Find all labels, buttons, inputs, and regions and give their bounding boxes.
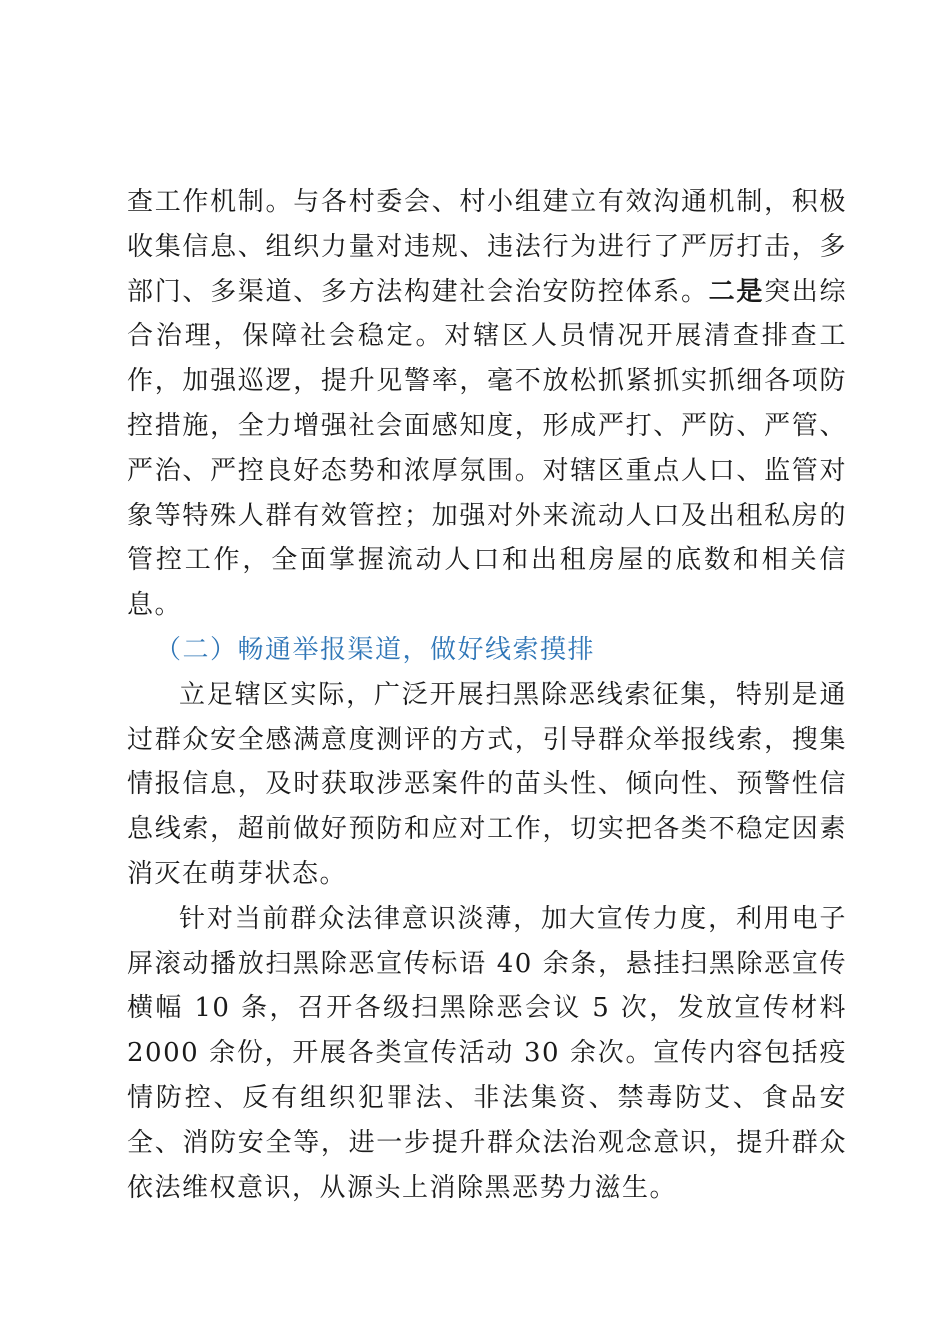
document-body <box>127 180 847 1210</box>
paragraph-governance <box>127 180 847 628</box>
section-heading: （二）畅通举报渠道，做好线索摸排 <box>155 634 596 665</box>
bold-marker-second: 二是 <box>708 276 765 307</box>
paragraph-publicity: 针对当前群众法律意识淡薄，加大宣传力度，利用电子屏滚动播放扫黑除恶宣传标语 40 余条，悬挂扫黑除恶宣传横幅 10 条，召开各级扫黑除恶会议 5 次，发放宣传材料 2000 余份，开展各类宣传活动 30 余次。宣传内容包括疫情防控、反有组织犯罪法、非法集资、禁毒防艾、食品安全、消防安全等，进一步提升群众法治观念意识，提升群众依法维权意识，从源头上消除黑恶势力滋生。 <box>127 903 847 1203</box>
paragraph-governance-part2: 突出综合治理，保障社会稳定。对辖区人员情况开展清查排查工作，加强巡逻，提升见警率，毫不放松抓紧抓实抓细各项防控措施，全力增强社会面感知度，形成严打、严防、严管、严治、严控良好态势和浓厚氛围。对辖区重点人口、监管对象等特殊人群有效管控；加强对外来流动人口及出租私房的管控工作，全面掌握流动人口和出租房屋的底数和相关信息。 <box>127 276 847 621</box>
paragraph-governance-part1: 查工作机制。与各村委会、村小组建立有效沟通机制，积极收集信息、组织力量对违规、违法行为进行了严厉打击，多部门、多渠道、多方法构建社会治安防控体系。 <box>127 187 847 307</box>
paragraph-clue-collection: 立足辖区实际，广泛开展扫黑除恶线索征集，特别是通过群众安全感满意度测评的方式，引导群众举报线索，搜集情报信息，及时获取涉恶案件的苗头性、倾向性、预警性信息线索，超前做好预防和应对工作，切实把各类不稳定因素消灭在萌芽状态。 <box>127 679 847 889</box>
